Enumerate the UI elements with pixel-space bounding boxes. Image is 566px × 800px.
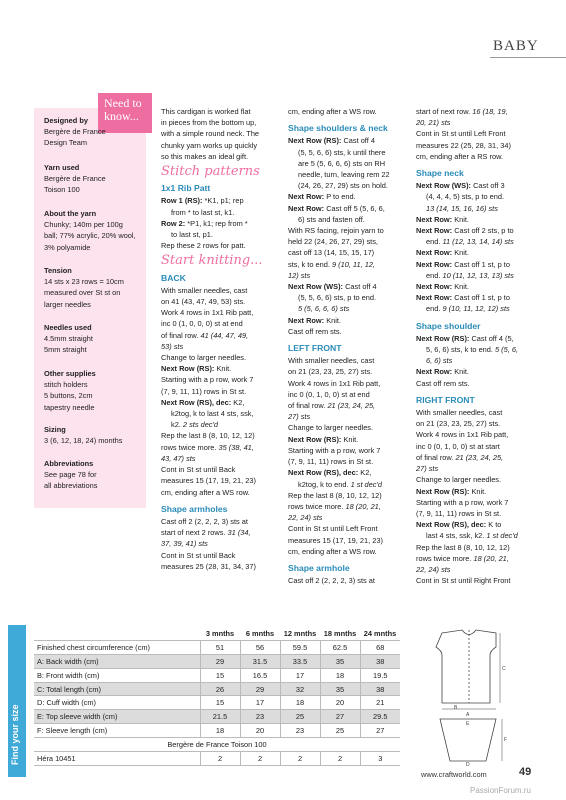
- text-line: (4, 4, 4, 5) sts, p to end.: [426, 192, 505, 202]
- text: Knit.: [452, 248, 469, 258]
- text-line: 6) sts and fasten off.: [298, 214, 365, 224]
- cell: 27: [360, 724, 400, 738]
- footer-url: www.craftworld.com: [421, 770, 487, 779]
- text-line: k2tog, k to last 4 sts, ssk,: [171, 409, 254, 419]
- text: 5 (5, 6,: [495, 345, 519, 355]
- text: *P1, k1; rep from *: [185, 218, 248, 228]
- row-label: B: Front width (cm): [34, 668, 200, 682]
- text-line: Cast off 2 (2, 2, 2, 3) sts at: [288, 576, 375, 586]
- cell: 15: [200, 696, 240, 710]
- diagram-label-e: E: [466, 721, 470, 727]
- text: 16 (18, 19,: [472, 107, 508, 116]
- start-knitting-title: Start knitting...: [161, 253, 263, 269]
- sb-line: 5 buttons, 2cm: [44, 391, 93, 401]
- sb-line: ball; 77% acrylic, 20% wool,: [44, 231, 136, 241]
- text-line: (7, 9, 11, 11) rows in St st.: [416, 508, 502, 518]
- cell: 32: [280, 682, 320, 696]
- cell: 2: [240, 752, 280, 766]
- body-outline: [436, 630, 496, 703]
- text-line: measures 25 (28, 31, 34, 37): [161, 561, 256, 571]
- cell: 16.5: [240, 668, 280, 682]
- text-line: (7, 9, 11, 11) rows in St st.: [161, 386, 247, 396]
- text: Knit.: [324, 315, 341, 325]
- text-line: With smaller needles, cast: [288, 356, 375, 366]
- table-row: [34, 752, 400, 766]
- text: 11 (12, 13, 14, 14) sts: [442, 237, 514, 247]
- text-line: Change to larger needles.: [416, 475, 502, 485]
- needles-heading: Needles used: [44, 323, 92, 332]
- diagram-label-f: F: [504, 737, 508, 743]
- row-label: C: Total length (cm): [34, 682, 200, 696]
- tension-heading: Tension: [44, 266, 72, 275]
- sb-line: See page 78 for: [44, 470, 97, 480]
- text: k2tog, k to end.: [298, 479, 351, 489]
- text-line: 12) sts: [288, 270, 311, 280]
- row-label: Row 2:: [161, 218, 186, 228]
- sb-line: 5mm straight: [44, 345, 87, 355]
- cell: 27: [320, 710, 360, 724]
- text: last 4 sts, ssk, k2.: [426, 531, 487, 541]
- text-line: with a simple round neck. The: [161, 129, 260, 139]
- text-line: on 21 (23, 23, 25, 27) sts.: [288, 367, 373, 377]
- text-line: on 21 (23, 23, 25, 27) sts.: [416, 419, 501, 429]
- yarn-used: [44, 162, 144, 196]
- cell: 51: [200, 640, 240, 654]
- find-your-size-label: Find your size: [10, 704, 20, 765]
- sb-line: Bergère de France: [44, 127, 106, 137]
- size-table: [34, 627, 400, 766]
- text: rows twice more.: [161, 442, 219, 452]
- text-line: inc 0 (0, 1, 0, 0) st at start: [416, 441, 500, 451]
- right-front-heading: RIGHT FRONT: [416, 394, 475, 405]
- cell: 35: [320, 682, 360, 696]
- text-line: Work 4 rows in 1x1 Rib patt,: [416, 430, 509, 440]
- cell: 20: [240, 724, 280, 738]
- text: 35 (38, 41,: [218, 442, 254, 452]
- text-line: Cast off rem sts.: [416, 378, 470, 388]
- text-line: measures 15 (17, 19, 21, 23): [288, 535, 383, 545]
- text-line: cm, ending after a WS row.: [288, 546, 377, 556]
- cell: 15: [200, 668, 240, 682]
- text-line: needle, turn, leaving rem 22: [298, 170, 390, 180]
- text: Knit.: [214, 364, 232, 374]
- text: K2,: [231, 397, 245, 407]
- cell: 18: [280, 696, 320, 710]
- table-row: [34, 668, 400, 682]
- row-label: Next Row:: [288, 192, 325, 202]
- table-row: [34, 682, 400, 696]
- text: end.: [426, 304, 443, 314]
- sb-line: 14 sts x 23 rows = 10cm: [44, 277, 124, 287]
- yarn-heading: Yarn used: [44, 163, 80, 172]
- cell: 68: [360, 640, 400, 654]
- find-your-size-tab: [8, 625, 26, 777]
- text: Knit.: [452, 282, 469, 292]
- row-label: Next Row (RS):: [161, 364, 215, 374]
- sb-line: larger needles: [44, 299, 91, 309]
- text-line: Cast off rem sts.: [288, 326, 342, 336]
- row-label: A: Back width (cm): [34, 654, 200, 668]
- cell: 33.5: [280, 654, 320, 668]
- text: k2.: [171, 420, 183, 430]
- text-line: 27) sts: [416, 464, 439, 474]
- header-rule: [490, 57, 566, 58]
- row-label: Next Row:: [416, 259, 453, 269]
- table-row: [34, 654, 400, 668]
- text: Cast off 4: [341, 136, 375, 146]
- column-3: [416, 106, 546, 586]
- text-line: 20, 21) sts: [416, 118, 451, 128]
- text-line: 6, 6) sts: [426, 356, 453, 366]
- back-heading: BACK: [161, 272, 186, 283]
- text-line: to last st, p1.: [171, 230, 213, 240]
- tag-line: Need to: [104, 96, 142, 110]
- text: 9 (10, 11, 12,: [331, 259, 375, 269]
- diagram-label-c: C: [502, 666, 506, 672]
- cell: 25: [320, 724, 360, 738]
- text: K to: [486, 520, 502, 530]
- text: rows twice more.: [288, 501, 346, 511]
- cell: 2: [320, 752, 360, 766]
- text: Cast off 1 st, p to: [452, 293, 510, 303]
- text-line: Rep these 2 rows for patt.: [161, 241, 246, 251]
- text: start of next 2 rows.: [161, 528, 228, 538]
- text: 18 (20, 21,: [345, 501, 381, 511]
- sb-line: measured over St st on: [44, 288, 121, 298]
- header-cell: 3 mnths: [200, 627, 240, 640]
- text-line: chunky yarn works up quickly: [161, 140, 258, 150]
- text-line: cast off 13 (14, 15, 15, 17): [288, 248, 375, 258]
- cell: 62.5: [320, 640, 360, 654]
- row-label: Next Row:: [416, 282, 453, 292]
- text-line: Work 4 rows in 1x1 Rib patt,: [161, 308, 254, 318]
- text: sts, k to end.: [288, 259, 332, 269]
- about-heading: About the yarn: [44, 209, 97, 218]
- row-label: Finished chest circumference (cm): [34, 640, 200, 654]
- text-line: 53) sts: [161, 341, 184, 351]
- text-line: Cont in St st until Left Front: [288, 524, 378, 534]
- sb-line: stitch holders: [44, 380, 88, 390]
- sb-line: 3 (6, 12, 18, 24) months: [44, 436, 123, 446]
- cell: 18: [200, 724, 240, 738]
- header-cell: 6 mnths: [240, 627, 280, 640]
- rib-heading: 1x1 Rib Patt: [161, 183, 211, 194]
- other-supplies: [44, 368, 144, 413]
- cell: 17: [280, 668, 320, 682]
- abbr-heading: Abbreviations: [44, 459, 94, 468]
- yarn-row-label: Bergère de France Toison 100: [34, 738, 400, 752]
- table-row: [34, 640, 400, 654]
- text: Cast off 1 st, p to: [452, 259, 510, 269]
- cell: 21: [360, 696, 400, 710]
- cell: 18: [320, 668, 360, 682]
- text: of final row.: [288, 401, 328, 411]
- text-line: Starting with a p row, work 7: [161, 375, 254, 385]
- abbreviations: [44, 458, 144, 492]
- row-label: Next Row (RS):: [416, 486, 470, 496]
- text-line: Work 4 rows in 1x1 Rib patt,: [288, 378, 381, 388]
- row-label: Next Row:: [416, 367, 453, 377]
- text: 21 (23, 24, 25,: [327, 401, 376, 411]
- text-line: Rep the last 8 (8, 10, 12, 12): [161, 431, 255, 441]
- text-line: 22, 24) sts: [288, 513, 323, 523]
- text: 21 (23, 24, 25,: [455, 452, 504, 462]
- cell: 20: [320, 696, 360, 710]
- left-front-heading: LEFT FRONT: [288, 343, 342, 354]
- diagram-label-d: D: [466, 762, 470, 767]
- text-line: measures 15 (17, 19, 21, 23): [161, 476, 256, 486]
- text: Knit.: [341, 434, 359, 444]
- text-line: 22, 24) sts: [416, 564, 451, 574]
- diagram-label-a: A: [466, 712, 470, 718]
- sb-line: Toison 100: [44, 185, 80, 195]
- text: 1 st dec'd: [350, 479, 382, 489]
- table-row: [34, 696, 400, 710]
- text-line: are 5 (5, 6, 6, 6) sts on RH: [298, 158, 386, 168]
- row-label: E: Top sleeve width (cm): [34, 710, 200, 724]
- sb-line: all abbreviations: [44, 481, 98, 491]
- header-cell: [34, 627, 200, 640]
- text-line: 13 (14, 15, 16, 16) sts: [426, 203, 498, 213]
- armhole-heading: Shape armhole: [288, 562, 350, 573]
- text-line: With smaller needles, cast: [416, 408, 503, 418]
- cell: 26: [200, 682, 240, 696]
- cell: 29: [200, 654, 240, 668]
- text-line: Starting with a p row, work 7: [288, 445, 381, 455]
- text-line: Cont in St st until Left Front: [416, 129, 506, 139]
- text-line: in pieces from the bottom up,: [161, 118, 257, 128]
- sb-line: Chunky; 140m per 100g: [44, 220, 123, 230]
- text-line: 5 (5, 6, 6, 6) sts: [298, 304, 350, 314]
- tension: [44, 265, 144, 310]
- text-line: 43, 47) sts: [161, 453, 196, 463]
- table-header-row: [34, 627, 400, 640]
- cell: 31.5: [240, 654, 280, 668]
- text: of final row.: [416, 452, 456, 462]
- row-label: Next Row:: [416, 214, 453, 224]
- cell: 3: [360, 752, 400, 766]
- text-line: Cast off 2 (2, 2, 2, 3) sts at: [161, 516, 248, 526]
- section-label: BABY: [493, 38, 539, 54]
- sb-line: 3% polyamide: [44, 242, 91, 252]
- row-label: Next Row (RS):: [288, 136, 342, 146]
- text: Cast off 5 (5, 6, 6,: [324, 203, 385, 213]
- text: K2,: [358, 468, 372, 478]
- text: Cast off 4 (5,: [469, 333, 514, 343]
- text-line: on 41 (43, 47, 49, 53) sts.: [161, 297, 246, 307]
- row-label: Next Row:: [288, 203, 325, 213]
- row-label: Next Row (RS):: [416, 333, 470, 343]
- row-label: Next Row:: [416, 226, 453, 236]
- text-line: This cardigan is worked flat: [161, 107, 251, 116]
- text: 5, 6, 6) sts, k to end.: [426, 345, 496, 355]
- text-line: cm, ending after a RS row.: [416, 151, 504, 161]
- text: end.: [426, 270, 443, 280]
- text-line: Change to larger needles.: [161, 353, 247, 363]
- table-row: [34, 724, 400, 738]
- header-cell: 24 mnths: [360, 627, 400, 640]
- text-line: measures 22 (25, 28, 31, 34): [416, 140, 511, 150]
- text: 18 (20, 21,: [473, 553, 509, 563]
- text-line: (7, 9, 11, 11) rows in St st.: [288, 457, 374, 467]
- text: *K1, p1; rep: [202, 196, 244, 206]
- cell: 56: [240, 640, 280, 654]
- shoulder-heading: Shape shoulder: [416, 320, 481, 331]
- text: Knit.: [469, 486, 487, 496]
- text-line: Cont in St st until Back: [161, 550, 236, 560]
- text: end.: [426, 237, 443, 247]
- cell: 2: [280, 752, 320, 766]
- text: P to end.: [324, 192, 356, 202]
- sb-line: Design Team: [44, 138, 87, 148]
- needles-used: [44, 322, 144, 356]
- sb-line: Bergère de France: [44, 174, 106, 184]
- cell: 17: [240, 696, 280, 710]
- text-line: With smaller needles, cast: [161, 285, 248, 295]
- row-label: Héra 10451: [34, 752, 200, 766]
- text-line: With RS facing, rejoin yarn to: [288, 226, 384, 236]
- column-1: [161, 106, 283, 572]
- shoulders-heading: Shape shoulders & neck: [288, 123, 388, 134]
- stitch-patterns-title: Stitch patterns: [161, 164, 260, 180]
- tag-line: know...: [104, 109, 139, 123]
- text: 9 (10, 11, 12, 12) sts: [442, 304, 510, 314]
- neck-heading: Shape neck: [416, 168, 464, 179]
- sizing-heading: Sizing: [44, 425, 66, 434]
- row-label: D: Cuff width (cm): [34, 696, 200, 710]
- row-label: Next Row:: [416, 293, 453, 303]
- text-line: Change to larger needles.: [288, 423, 374, 433]
- text-line: inc 0 (0, 1, 0, 0) st at end: [288, 389, 370, 399]
- row-label: Next Row (RS), dec:: [288, 468, 359, 478]
- cell: 59.5: [280, 640, 320, 654]
- text-line: from * to last st, k1.: [171, 207, 235, 217]
- text: Knit.: [452, 214, 469, 224]
- row-label: Next Row (RS):: [288, 434, 342, 444]
- cell: 35: [320, 654, 360, 668]
- text: 1 st dec'd: [486, 531, 518, 541]
- text: Cast off 4: [343, 282, 377, 292]
- sizing: [44, 424, 144, 446]
- text-line: held 22 (24, 26, 27, 29) sts,: [288, 237, 378, 247]
- header-cell: 12 mnths: [280, 627, 320, 640]
- row-label: Next Row (WS):: [288, 282, 344, 292]
- cell: 29: [240, 682, 280, 696]
- text: 10 (11, 12, 13, 13) sts: [442, 270, 514, 280]
- column-2: [288, 106, 410, 586]
- text: 2 sts dec'd: [182, 420, 219, 430]
- text-line: inc 0 (1, 0, 0, 0) st at end: [161, 319, 243, 329]
- text-line: Cont in St st until Right Front: [416, 576, 511, 586]
- text: Cast off 2 sts, p to: [452, 226, 514, 236]
- text-line: Starting with a p row, work 7: [416, 497, 509, 507]
- text-line: (24, 26, 27, 29) sts on hold.: [298, 181, 388, 191]
- cell: 19.5: [360, 668, 400, 682]
- row-label: Next Row:: [416, 248, 453, 258]
- text-line: 37, 39, 41) sts: [161, 539, 208, 549]
- text-line: Rep the last 8 (8, 10, 12, 12): [288, 490, 382, 500]
- supplies-heading: Other supplies: [44, 369, 96, 378]
- page-number: 49: [519, 766, 532, 778]
- text-line: (5, 5, 6, 6) sts, p to end.: [298, 293, 377, 303]
- text: Knit.: [452, 367, 469, 377]
- sb-line: tapestry needle: [44, 402, 95, 412]
- text: of final row.: [161, 330, 199, 340]
- table-row: [34, 710, 400, 724]
- text: 41 (44, 47, 49,: [200, 330, 249, 340]
- watermark: PassionForum.ru: [470, 786, 531, 795]
- text: start of next row.: [416, 107, 473, 116]
- cell: 2: [200, 752, 240, 766]
- diagram-label-b: B: [454, 705, 458, 711]
- text-line: Rep the last 8 (8, 10, 12, 12): [416, 542, 510, 552]
- text: 31 (34,: [227, 528, 251, 538]
- sb-line: 4.5mm straight: [44, 334, 93, 344]
- cell: 38: [360, 654, 400, 668]
- armholes-heading: Shape armholes: [161, 503, 228, 514]
- row-label: F: Sleeve length (cm): [34, 724, 200, 738]
- row-label: Next Row (RS), dec:: [161, 397, 232, 407]
- cell: 23: [240, 710, 280, 724]
- cell: 23: [280, 724, 320, 738]
- text-line: cm, ending after a WS row.: [161, 487, 250, 497]
- header-cell: 18 mnths: [320, 627, 360, 640]
- row-label: Row 1 (RS):: [161, 196, 203, 206]
- text-line: Cont in St st until Back: [161, 465, 236, 475]
- row-label: Next Row (WS):: [416, 181, 472, 191]
- about-yarn: [44, 208, 144, 253]
- cell: 29.5: [360, 710, 400, 724]
- text: rows twice more.: [416, 553, 474, 563]
- cell: 25: [280, 710, 320, 724]
- row-label: Next Row:: [288, 315, 325, 325]
- schematic-diagram: [406, 625, 560, 767]
- text-line: so this makes an ideal gift.: [161, 151, 249, 161]
- cell: 21.5: [200, 710, 240, 724]
- text: Cast off 3: [471, 181, 505, 191]
- row-label: Next Row (RS), dec:: [416, 520, 487, 530]
- text-line: cm, ending after a WS row.: [288, 107, 377, 116]
- text-line: 27) sts: [288, 412, 311, 422]
- text-line: (5, 5, 6, 6) sts, k until there: [298, 147, 386, 157]
- table-row: [34, 738, 400, 752]
- designed-by-heading: Designed by: [44, 116, 88, 125]
- cell: 38: [360, 682, 400, 696]
- designed-by: [44, 115, 144, 149]
